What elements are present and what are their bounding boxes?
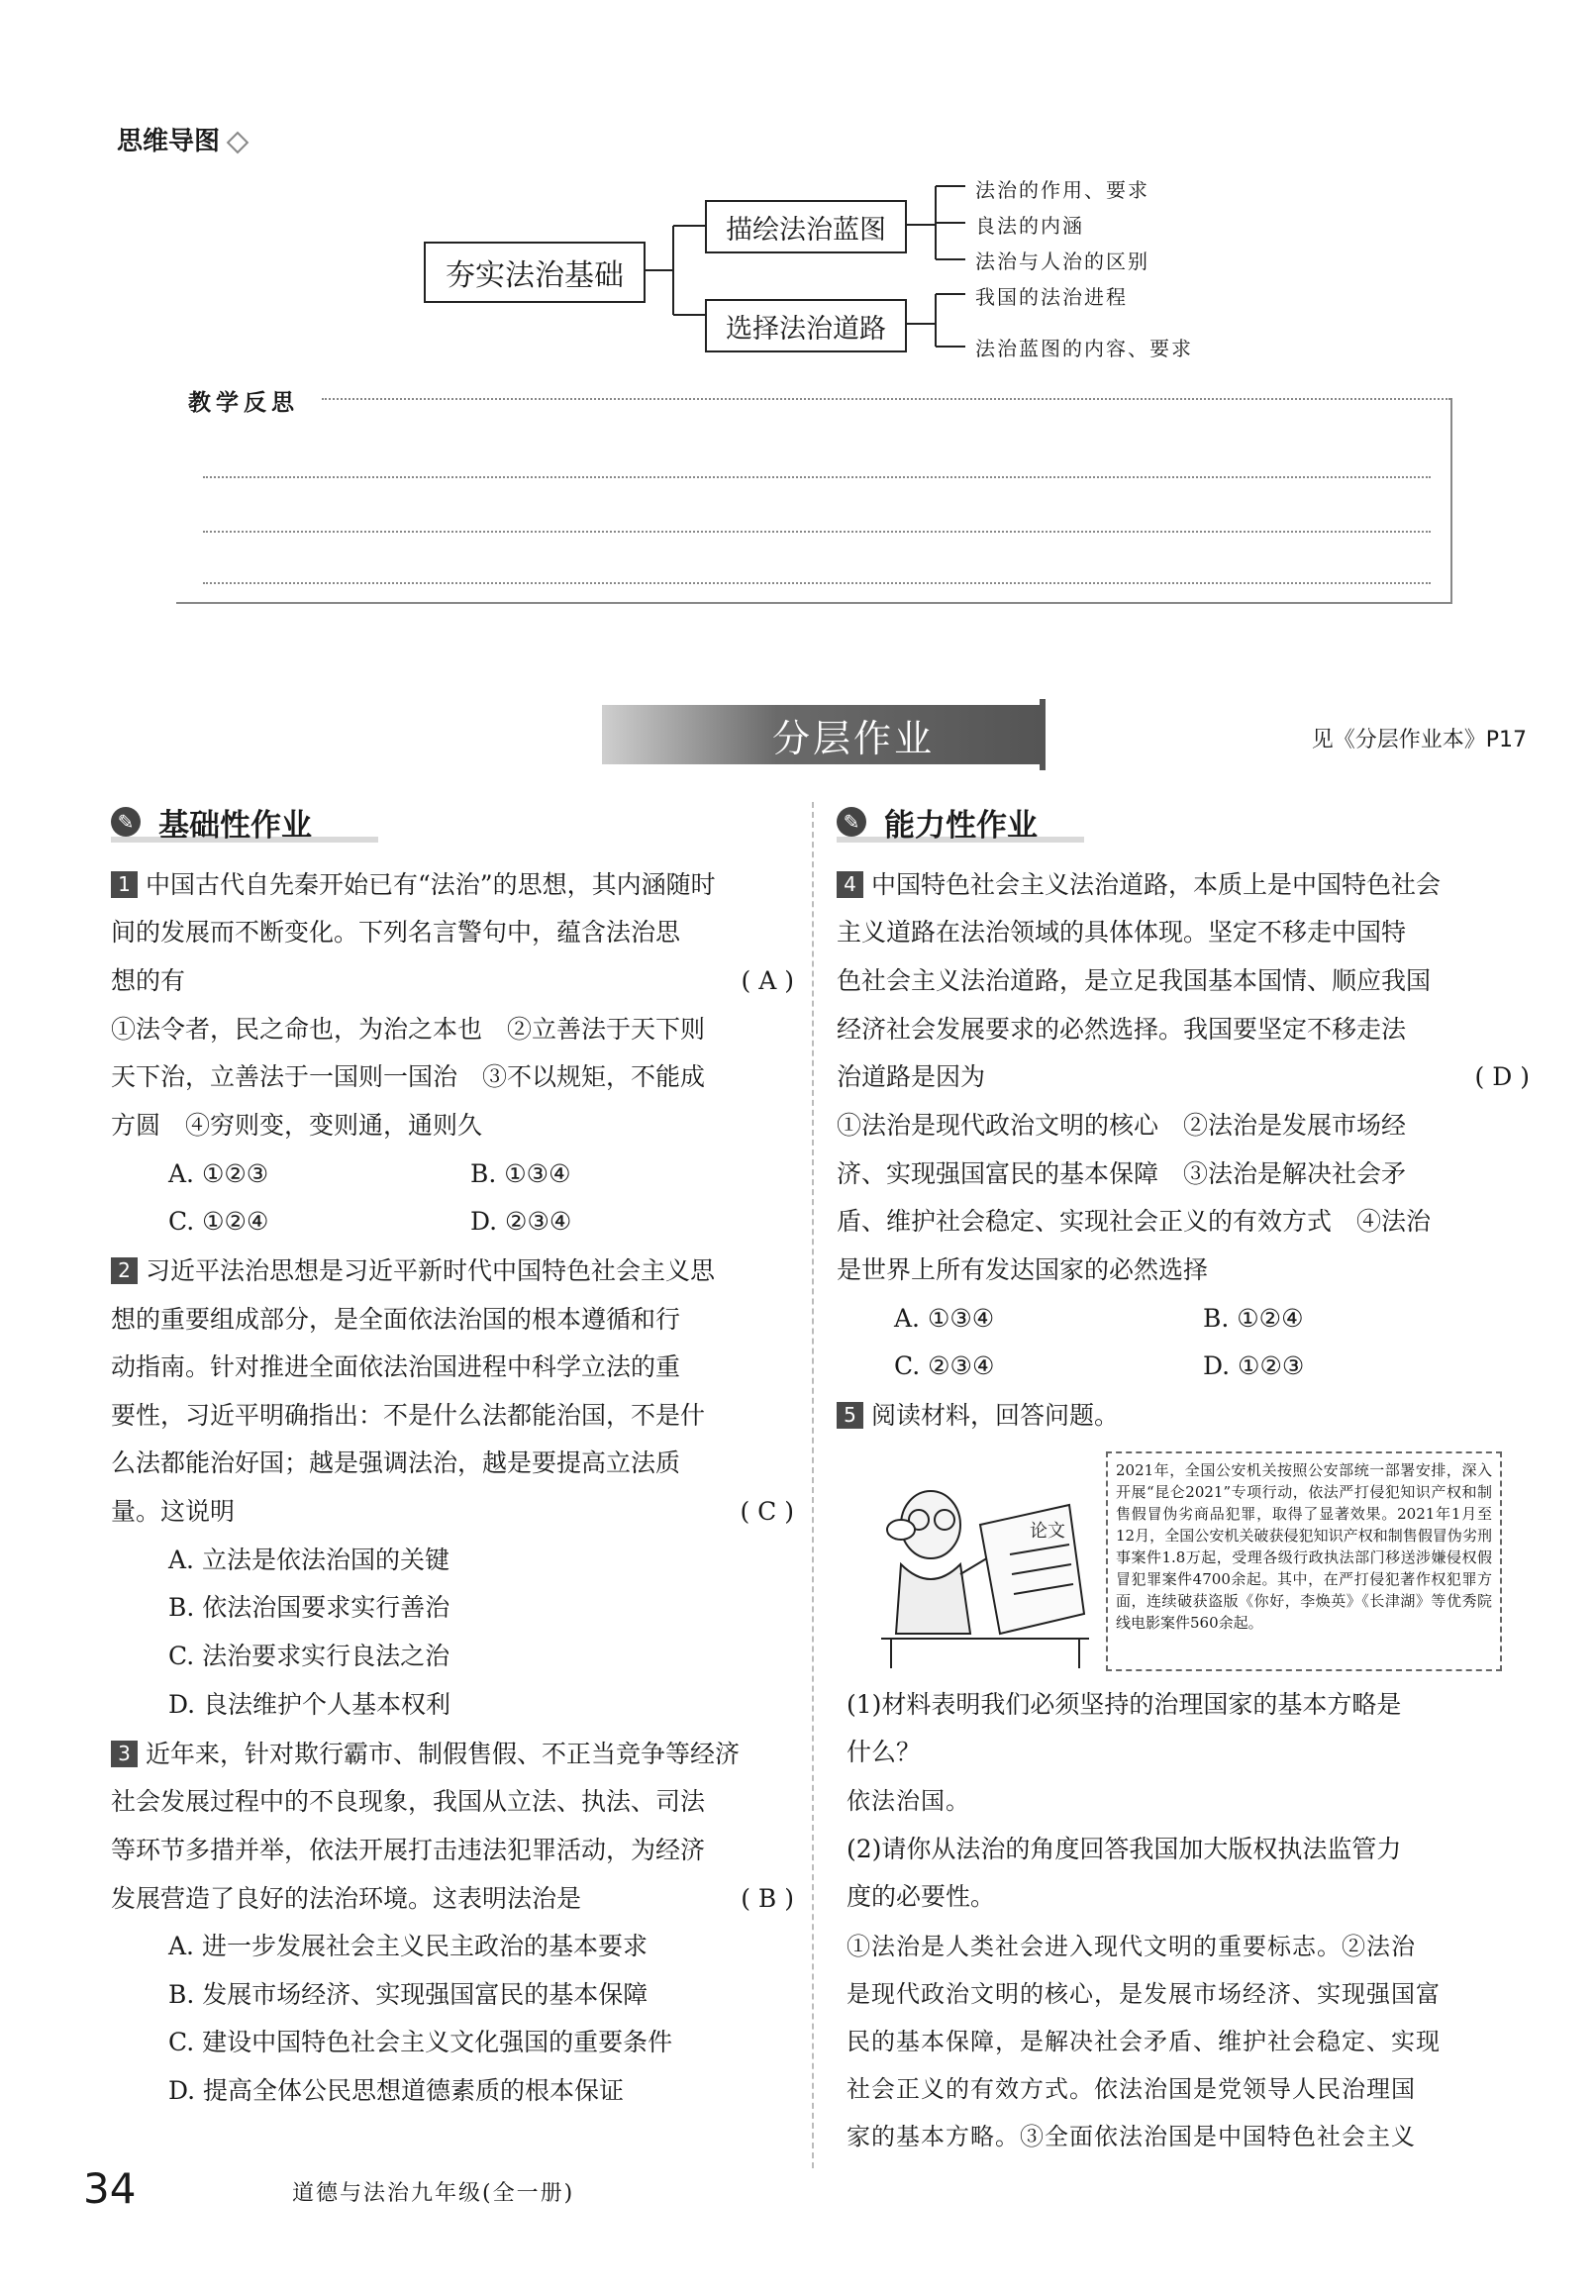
option: D. ①②③ — [1203, 1351, 1305, 1380]
sub-question: (2)请你从法治的角度回答我国加大版权执法监管力 — [847, 1835, 1402, 1863]
sub-question: 什么？ — [847, 1738, 922, 1766]
basic-column — [111, 861, 794, 2188]
cartoon-illustration — [861, 1465, 1099, 1673]
option: B. 发展市场经济、实现强国富民的基本保障 — [168, 1980, 648, 2009]
question-text: 么法都能治好国；越是强调法治，越是要提高立法质 — [111, 1448, 681, 1477]
question-text: 要性，习近平明确指出：不是什么法都能治国，不是什 — [111, 1401, 706, 1430]
reflection-line — [203, 582, 1431, 584]
book-title: 道德与法治九年级(全一册) — [292, 2181, 575, 2206]
question-number: 1 — [111, 871, 138, 898]
mindmap-root: 夯实法治基础 — [424, 242, 646, 303]
ability-heading: 能力性作业 — [884, 808, 1038, 844]
option: B. ①②④ — [1203, 1304, 1304, 1333]
reflection-line — [203, 531, 1431, 533]
question-text: 间的发展而不断变化。下列名言警句中，蕴含法治思 — [111, 918, 681, 947]
reflection-label: 教学反思 — [188, 390, 299, 416]
question-number: 5 — [837, 1402, 863, 1429]
question-text: 动指南。针对推进全面依法治国进程中科学立法的重 — [111, 1352, 681, 1381]
option: C. 建设中国特色社会主义文化强国的重要条件 — [168, 2028, 673, 2056]
option: C. ②③④ — [894, 1351, 995, 1380]
banner-title: 分层作业 — [772, 717, 936, 760]
question-text: 社会发展过程中的不良现象，我国从立法、执法、司法 — [111, 1787, 706, 1816]
reflection-line — [203, 476, 1431, 478]
question-text: 发展营造了良好的法治环境。这表明法治是 — [111, 1884, 582, 1913]
mindmap-leaf: 法治与人治的区别 — [975, 250, 1149, 273]
option: A. 立法是依法治国的关键 — [168, 1546, 449, 1574]
option: A. ①③④ — [894, 1304, 995, 1333]
answer-mark: ( D ) — [1474, 1062, 1530, 1091]
question-number: 2 — [111, 1257, 138, 1284]
cartoon-label: 论文 — [1030, 1521, 1065, 1542]
question-item: 是世界上所有发达国家的必然选择 — [837, 1255, 1209, 1284]
mindmap-leaf: 法治蓝图的内容、要求 — [975, 337, 1193, 360]
option: C. ①②④ — [168, 1207, 269, 1236]
question-item: ①法令者，民之命也，为治之本也 ②立善法于天下则 — [111, 1015, 706, 1044]
question-number: 3 — [111, 1741, 138, 1767]
question-item: 盾、维护社会稳定、实现社会正义的有效方式 ④法治 — [837, 1207, 1432, 1236]
option: A. ①②③ — [168, 1159, 269, 1188]
answer-mark: ( A ) — [741, 966, 794, 995]
answer-mark: ( B ) — [741, 1884, 794, 1913]
question-text: 中国古代自先秦开始已有“法治”的思想，其内涵随时 — [146, 870, 716, 899]
reflection-line — [322, 398, 1450, 400]
handwritten-answer: 社会正义的有效方式。依法治国是党领导人民治理国 — [847, 2075, 1416, 2103]
question-text: 近年来，针对欺行霸市、制假售假、不正当竞争等经济 — [146, 1740, 741, 1768]
handwritten-answer: 是现代政治文明的核心，是发展市场经济、实现强国富 — [847, 1980, 1441, 2008]
option: D. 良法维护个人基本权利 — [168, 1690, 451, 1719]
question-item: ①法治是现代政治文明的核心 ②法治是发展市场经 — [837, 1111, 1407, 1140]
column-divider — [812, 802, 814, 2168]
option: D. 提高全体公民思想道德素质的根本保证 — [168, 2076, 625, 2105]
answer-mark: ( C ) — [740, 1497, 794, 1526]
handwritten-answer: ①法治是人类社会进入现代文明的重要标志。②法治 — [847, 1933, 1416, 1960]
option: B. 依法治国要求实行善治 — [168, 1593, 450, 1622]
question-text: 想的有 — [111, 966, 186, 995]
mindmap-leaf: 法治的作用、要求 — [975, 178, 1149, 202]
mindmap-leaf: 我国的法治进程 — [975, 285, 1128, 309]
sub-question: 度的必要性。 — [847, 1882, 996, 1911]
question-text: 主义道路在法治领域的具体体现。坚定不移走中国特 — [837, 918, 1407, 947]
handwritten-answer: 民的基本保障，是解决社会矛盾、维护社会稳定、实现 — [847, 2028, 1441, 2055]
reflection-border — [176, 602, 1451, 604]
option: C. 法治要求实行良法之治 — [168, 1642, 450, 1670]
question-item: 方圆 ④穷则变，变则通，通则久 — [111, 1111, 483, 1140]
question-text: 色社会主义法治道路，是立足我国基本国情、顺应我国 — [837, 966, 1432, 995]
option: A. 进一步发展社会主义民主政治的基本要求 — [168, 1932, 648, 1960]
question-text: 量。这说明 — [111, 1497, 236, 1526]
pencil-icon: ✎ — [837, 807, 866, 837]
pencil-icon: ✎ — [111, 807, 141, 837]
page-number: 34 — [83, 2164, 137, 2213]
question-text: 阅读材料，回答问题。 — [871, 1401, 1120, 1430]
question-text: 治道路是因为 — [837, 1062, 986, 1091]
mindmap-title: 思维导图 — [117, 121, 246, 157]
mindmap-branch-1: 描绘法治蓝图 — [705, 200, 907, 253]
question-text: 习近平法治思想是习近平新时代中国特色社会主义思 — [146, 1256, 716, 1285]
question-item: 济、实现强国富民的基本保障 ③法治是解决社会矛 — [837, 1159, 1407, 1188]
question-text: 中国特色社会主义法治道路，本质上是中国特色社会 — [871, 870, 1442, 899]
material-box: 2021年，全国公安机关按照公安部统一部署安排，深入开展“昆仑2021”专项行动，依法严打侵犯知识产权和制售假冒伪劣商品犯罪，取得了显著效果。2021年1月至12月，全国公安机关破获侵犯知识产权和制售假冒伪劣刑事案件1.8万起，受理各级行政执法部门移送涉嫌侵权假冒犯罪案件4700余起。其中，在严打侵犯著作权犯罪方面，连续破获盗版《你好，李焕英》《长津湖》等优秀院线电影案件560余起。 — [1106, 1451, 1502, 1671]
handwritten-answer: 家的基本方略。③全面依法治国是中国特色社会主义 — [847, 2123, 1416, 2150]
question-item: 天下治，立善法于一国则一国治 ③不以规矩，不能成 — [111, 1062, 706, 1091]
banner-bar — [1040, 699, 1046, 770]
question-number: 4 — [837, 871, 863, 898]
handwritten-answer: 依法治国。 — [847, 1787, 970, 1815]
question-text: 等环节多措并举，依法开展打击违法犯罪活动，为经济 — [111, 1836, 706, 1864]
banner-reference: 见《分层作业本》P17 — [1311, 728, 1527, 752]
option: B. ①③④ — [470, 1159, 571, 1188]
question-text: 经济社会发展要求的必然选择。我国要坚定不移走法 — [837, 1015, 1407, 1044]
reflection-border — [1450, 398, 1452, 604]
basic-heading: 基础性作业 — [158, 808, 312, 844]
option: D. ②③④ — [470, 1207, 572, 1236]
sub-question: (1)材料表明我们必须坚持的治理国家的基本方略是 — [847, 1690, 1402, 1719]
mindmap-branch-2: 选择法治道路 — [705, 299, 907, 352]
question-text: 想的重要组成部分，是全面依法治国的根本遵循和行 — [111, 1305, 681, 1334]
mindmap-leaf: 良法的内涵 — [975, 214, 1084, 238]
